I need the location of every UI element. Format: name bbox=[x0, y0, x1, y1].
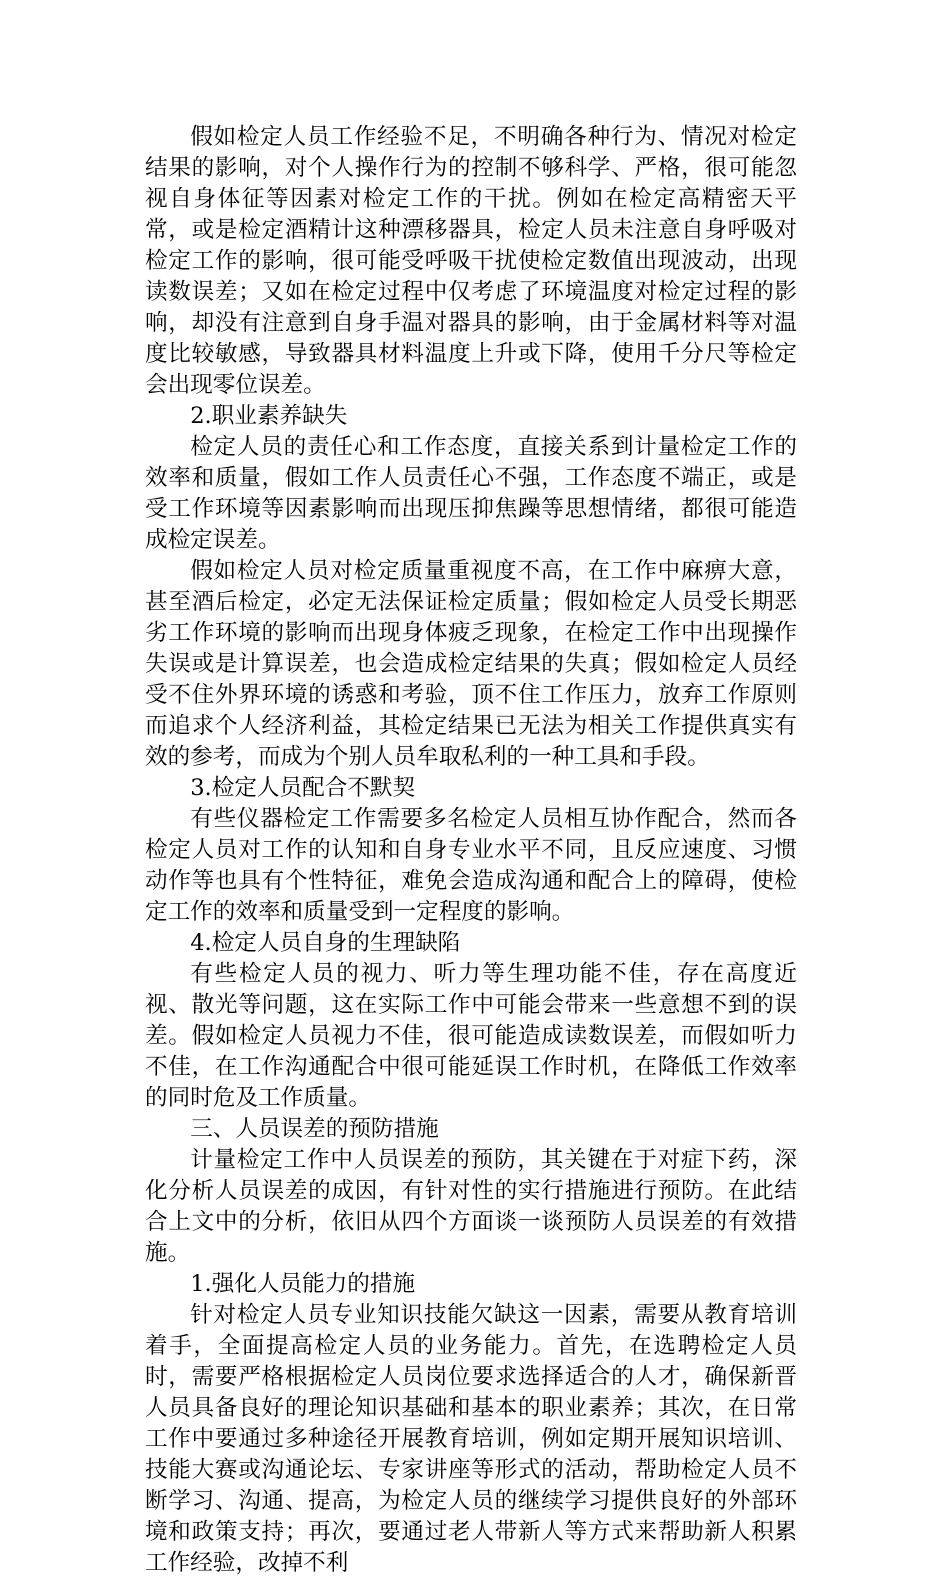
paragraph-physiological: 有些检定人员的视力、听力等生理功能不佳，存在高度近视、散光等问题，这在实际工作中可能会带来一些意想不到的误差。假如检定人员视力不佳，很可能造成读数误差，而假如听力不佳，在工作沟通配合中很可能延误工作时机，在降低工作效率的同时危及工作质量。 bbox=[145, 961, 797, 1111]
paragraph-cooperation: 有些仪器检定工作需要多名检定人员相互协作配合，然而各检定人员对工作的认知和自身专业水平不同，且反应速度、习惯动作等也具有个性特征，难免会造成沟通和配合上的障碍，使检定工作的效率和质量受到一定程度的影响。 bbox=[145, 806, 797, 925]
document-body bbox=[145, 122, 797, 1579]
heading-prevention-measures: 三、人员误差的预防措施 bbox=[190, 1116, 439, 1142]
paragraph-quality-neglect: 假如检定人员对检定质量重视度不高，在工作中麻痹大意，甚至酒后检定，必定无法保证检定质量；假如检定人员受长期恶劣工作环境的影响而出现身体疲乏现象，在检定工作中出现操作失误或是计算误差，也会造成检定结果的失真；假如检定人员经受不住外界环境的诱惑和考验，顶不住工作压力，放弃工作原则而追求个人经济利益，其检定结果已无法为相关工作提供真实有效的参考，而成为个别人员牟取私利的一种工具和手段。 bbox=[145, 558, 797, 770]
paragraph-experience-insufficient: 假如检定人员工作经验不足，不明确各种行为、情况对检定结果的影响，对个人操作行为的控制不够科学、严格，很可能忽视自身体征等因素对检定工作的干扰。例如在检定高精密天平常，或是检定酒精计这种漂移器具，检定人员未注意自身呼吸对检定工作的影响，很可能受呼吸干扰使检定数值出现波动，出现读数误差；又如在检定过程中仅考虑了环境温度对检定过程的影响，却没有注意到自身手温对器具的影响，由于金属材料等对温度比较敏感，导致器具材料温度上升或下降，使用千分尺等检定会出现零位误差。 bbox=[145, 124, 797, 398]
paragraph-prevention-intro: 计量检定工作中人员误差的预防，其关键在于对症下药，深化分析人员误差的成因，有针对性的实行措施进行预防。在此结合上文中的分析，依旧从四个方面谈一谈预防人员误差的有效措施。 bbox=[145, 1147, 797, 1266]
heading-poor-cooperation: 3.检定人员配合不默契 bbox=[190, 775, 416, 801]
heading-physiological-defects: 4.检定人员自身的生理缺陷 bbox=[190, 930, 461, 956]
paragraph-training: 针对检定人员专业知识技能欠缺这一因素，需要从教育培训着手，全面提高检定人员的业务能力。首先，在选聘检定人员时，需要严格根据检定人员岗位要求选择适合的人才，确保新晋人员具备良好的理论知识基础和基本的职业素养；其次，在日常工作中要通过多种途径开展教育培训，例如定期开展知识培训、技能大赛或沟通论坛、专家讲座等形式的活动，帮助检定人员不断学习、沟通、提高，为检定人员的继续学习提供良好的外部环境和政策支持；再次，要通过老人带新人等方式来帮助新人积累工作经验，改掉不利 bbox=[145, 1302, 797, 1576]
heading-professional-quality-lacking: 2.职业素养缺失 bbox=[190, 403, 348, 429]
heading-strengthen-ability: 1.强化人员能力的措施 bbox=[190, 1271, 416, 1297]
paragraph-responsibility-attitude: 检定人员的责任心和工作态度，直接关系到计量检定工作的效率和质量，假如工作人员责任心不强，工作态度不端正，或是受工作环境等因素影响而出现压抑焦躁等思想情绪，都很可能造成检定误差。 bbox=[145, 434, 797, 553]
